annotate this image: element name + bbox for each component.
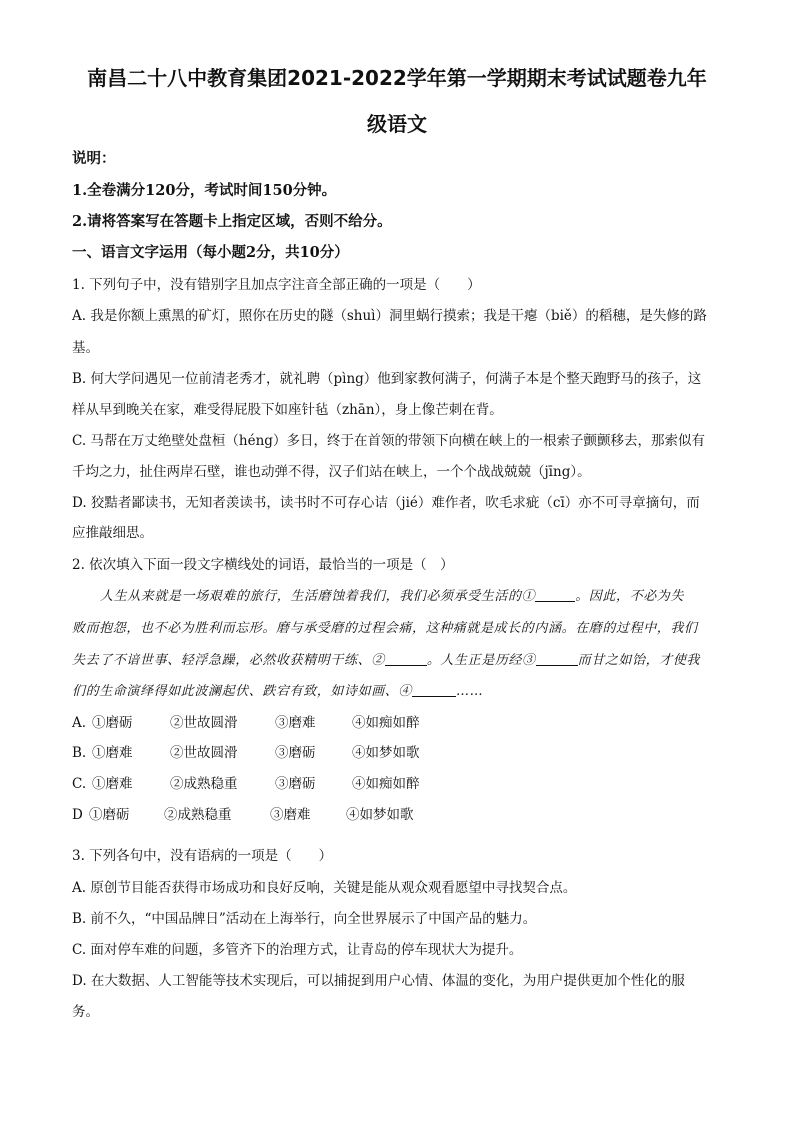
q3-stem: 3. 下列各句中，没有语病的一项是（ ） — [72, 848, 333, 864]
q2-option-choice: ①磨砺 — [89, 807, 130, 823]
blank-3 — [536, 651, 578, 666]
q2-passage-text: …… — [456, 684, 484, 699]
q2-option-choice: ④如痴如醉 — [352, 776, 420, 792]
page-title-line1: 南昌二十八中教育集团2021-2022学年第一学期期末考试试题卷九年 — [87, 66, 707, 90]
q2-option-choice: ③磨难 — [270, 807, 311, 823]
q1-option-d-line1: D. 狡黠者鄙读书，无知者羡读书，读书时不可存心诘（jié）难作者，吹毛求疵（cī）亦不可寻章摘句，而 — [72, 495, 700, 511]
q2-option-choice: ③磨砺 — [275, 745, 316, 761]
q1-option-b-line2: 样从早到晚关在家，难受得屁股下如座针毡（zhān），身上像芒刺在背。 — [72, 402, 503, 418]
q2-option-choice: ④如梦如歌 — [346, 807, 414, 823]
q1-stem: 1. 下列句子中，没有错别字且加点字注音全部正确的一项是（ ） — [72, 277, 481, 293]
blank-1 — [535, 587, 575, 602]
q2-option-choice: ②成熟稳重 — [164, 807, 232, 823]
q2-option-choice: ②世故圆滑 — [170, 745, 238, 761]
q2-option-choice: ④如痴如醉 — [352, 715, 420, 731]
q2-option-choice: ①磨难 — [92, 745, 133, 761]
notes-item-1: 1.全卷满分120分，考试时间150分钟。 — [72, 182, 337, 199]
q2-option-choice: ①磨砺 — [92, 715, 133, 731]
q3-option-a: A. 原创节目能否获得市场成功和良好反响，关键是能从观众观看愿望中寻找契合点。 — [72, 880, 577, 896]
q1-option-a-line2: 基。 — [72, 340, 99, 356]
notes-heading: 说明： — [72, 150, 116, 167]
q2-passage-text: 。因此，不必为失 — [575, 589, 685, 604]
q1-option-a-line1: A. 我是你额上熏黑的矿灯，照你在历史的隧（shuì）洞里蜗行摸索；我是干瘪（biě）的稻穗，是失修的路 — [72, 308, 707, 324]
q2-stem: 2. 依次填入下面一段文字横线处的词语，最恰当的一项是（ ） — [72, 557, 454, 573]
q2-passage-text: 人生从来就是一场艰难的旅行，生活磨蚀着我们，我们必须承受生活的① — [100, 589, 536, 604]
q2-passage-line3 — [72, 651, 722, 671]
q2-option-letter: A. — [72, 715, 87, 731]
q2-option-choice: ②成熟稳重 — [170, 776, 238, 792]
q2-passage-line2: 败而抱怨，也不必为胜利而忘形。磨与承受磨的过程会痛，这种痛就是成长的内涵。在磨的过程中，我们 — [72, 621, 698, 636]
q2-option-choice: ②世故圆滑 — [170, 715, 238, 731]
notes-item-2: 2.请将答案写在答题卡上指定区域，否则不给分。 — [72, 213, 392, 230]
q2-option-choice: ③磨难 — [275, 715, 316, 731]
q2-passage-line4 — [72, 682, 722, 702]
q2-passage-text: 而甘之如饴，才使我 — [577, 653, 701, 668]
q1-option-c-line2: 千均之力，扯住两岸石壁，谁也动弹不得，汉子们站在峡上，一个个战战兢兢（jīng）。 — [72, 464, 591, 480]
q1-option-b-line1: B. 何大学问遇见一位前清老秀才，就礼聘（pìng）他到家教何满子，何满子本是个整天跑野马的孩子，这 — [72, 371, 702, 387]
q2-option-letter: D — [72, 807, 83, 823]
q3-option-d-line2: 务。 — [72, 1004, 99, 1020]
q2-option-letter: C. — [72, 776, 87, 792]
q2-option-choice: ①磨难 — [92, 776, 133, 792]
blank-4 — [412, 682, 456, 697]
q1-option-d-line2: 应推敲细思。 — [72, 525, 153, 541]
q2-option-choice: ④如梦如歌 — [352, 745, 420, 761]
page-title-line2: 级语文 — [367, 112, 427, 136]
q1-option-c-line1: C. 马帮在万丈绝壁处盘桓（héng）多日，终于在首领的带领下向横在峡上的一根索子颤颤移去，那索似有 — [72, 433, 705, 449]
q2-passage-text: 。人生正是历经③ — [426, 653, 536, 668]
q2-passage-text: 们的生命演绎得如此波澜起伏、跌宕有致，如诗如画、④ — [72, 684, 413, 699]
q2-option-choice: ③磨砺 — [275, 776, 316, 792]
section-1-heading: 一、语言文字运用（每小题2分，共10分） — [72, 244, 349, 261]
q2-passage-line1 — [100, 587, 720, 607]
q3-option-c: C. 面对停车难的问题，多管齐下的治理方式，让青岛的停车现状大为提升。 — [72, 942, 523, 958]
blank-2 — [385, 651, 427, 666]
q3-option-b: B. 前不久，“中国品牌日”活动在上海举行，向全世界展示了中国产品的魅力。 — [72, 911, 537, 927]
q2-passage-text: 失去了不谙世事、轻浮急躁，必然收获精明干练、② — [72, 653, 385, 668]
q3-option-d-line1: D. 在大数据、人工智能等技术实现后，可以捕捉到用户心情、体温的变化，为用户提供更加个性化的服 — [72, 973, 685, 989]
q2-option-letter: B. — [72, 745, 87, 761]
